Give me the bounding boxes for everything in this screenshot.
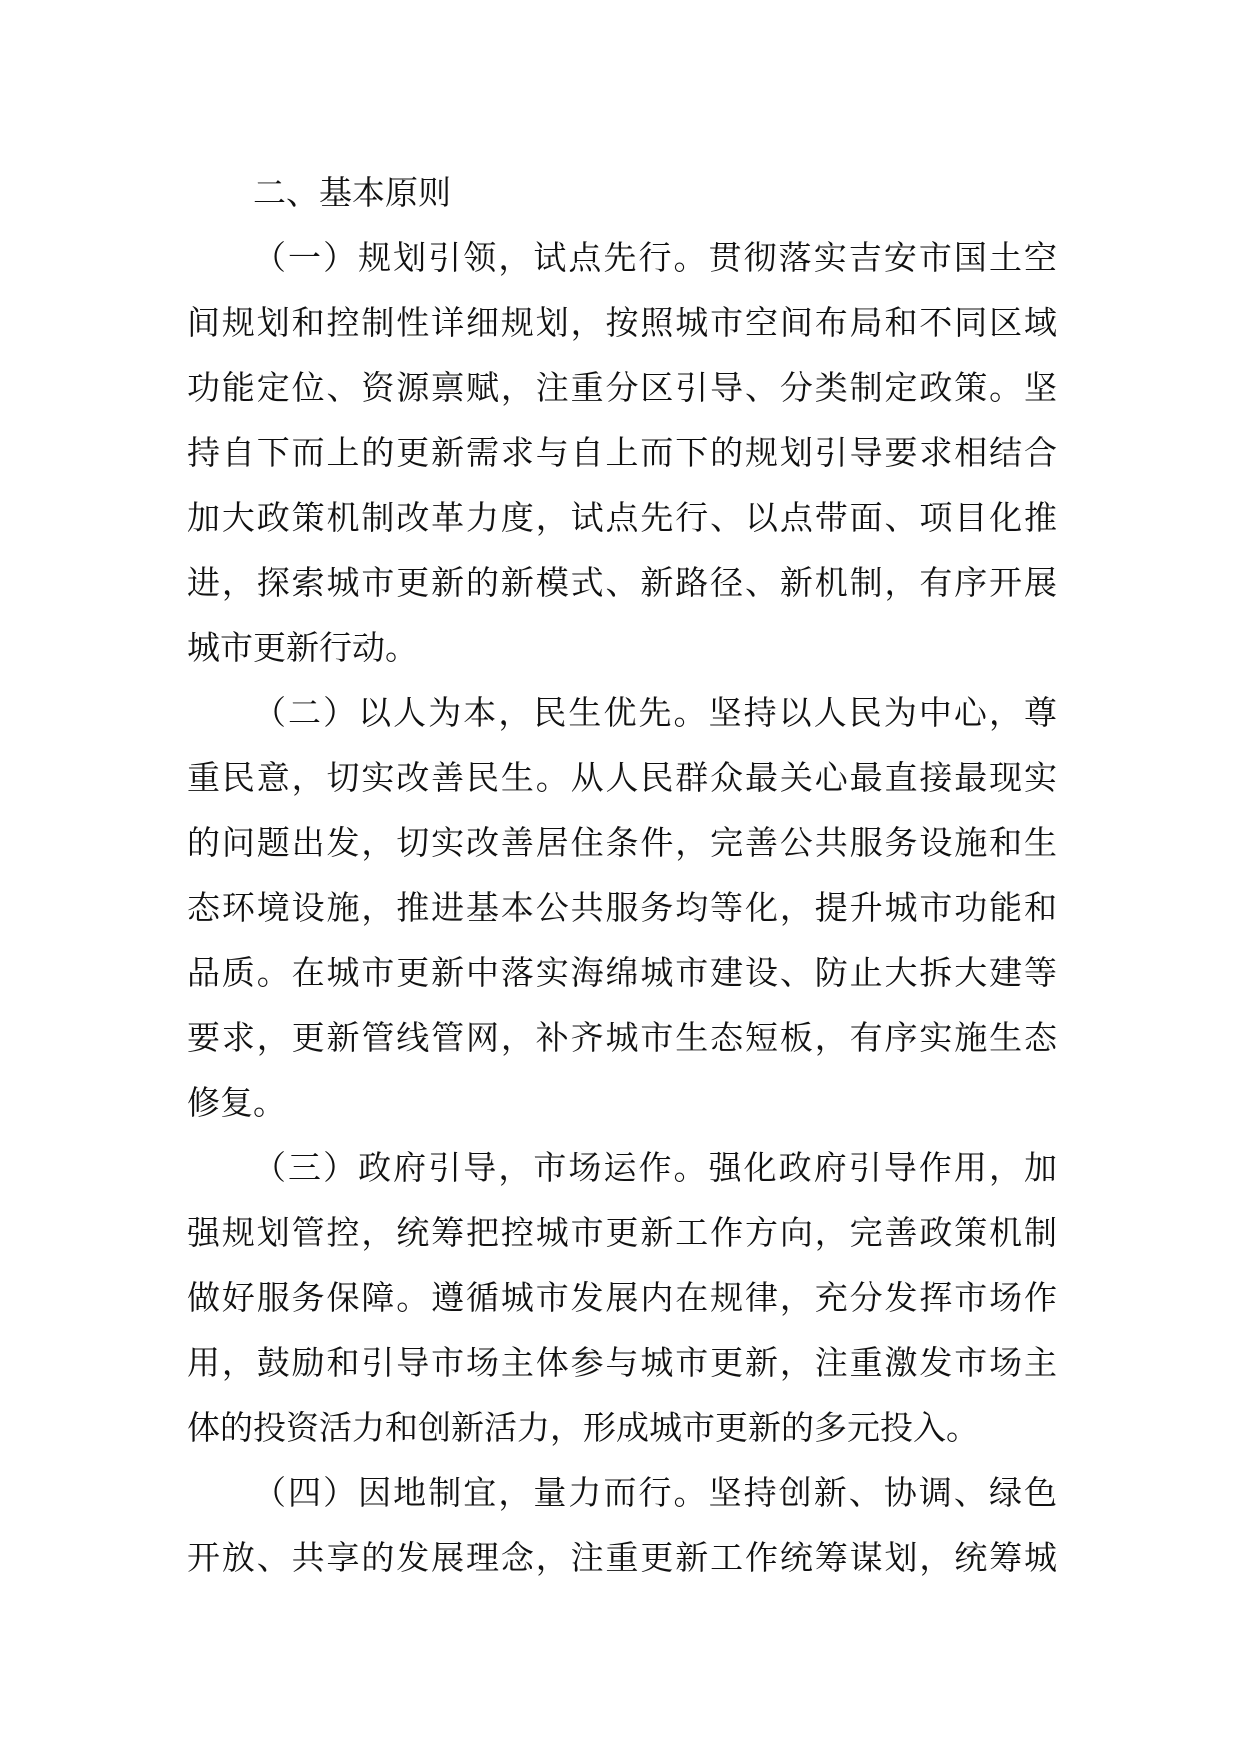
paragraph-line: 功能定位、资源禀赋，注重分区引导、分类制定政策。坚 — [187, 368, 1057, 407]
paragraph-line: 进，探索城市更新的新模式、新路径、新机制，有序开展 — [187, 563, 1057, 602]
paragraph-line: 强规划管控，统筹把控城市更新工作方向，完善政策机制 — [187, 1213, 1057, 1252]
paragraph-line: 开放、共享的发展理念，注重更新工作统筹谋划，统筹城 — [187, 1538, 1057, 1577]
document-body — [187, 160, 1057, 1590]
paragraph-line: 品质。在城市更新中落实海绵城市建设、防止大拆大建等 — [187, 953, 1057, 992]
paragraph-line: （一）规划引领，试点先行。贯彻落实吉安市国土空 — [253, 238, 1057, 277]
paragraph-line: 体的投资活力和创新活力，形成城市更新的多元投入。 — [187, 1408, 979, 1447]
section-heading: 二、基本原则 — [253, 173, 451, 212]
paragraph-line: 城市更新行动。 — [187, 628, 418, 667]
paragraph-line: 修复。 — [187, 1083, 286, 1122]
paragraph-line: 要求，更新管线管网，补齐城市生态短板，有序实施生态 — [187, 1018, 1057, 1057]
paragraph-line: 态环境设施，推进基本公共服务均等化，提升城市功能和 — [187, 888, 1057, 927]
paragraph-line: （三）政府引导，市场运作。强化政府引导作用，加 — [253, 1148, 1057, 1187]
paragraph-line: 重民意，切实改善民生。从人民群众最关心最直接最现实 — [187, 758, 1057, 797]
paragraph-line: 的问题出发，切实改善居住条件，完善公共服务设施和生 — [187, 823, 1057, 862]
paragraph-line: 持自下而上的更新需求与自上而下的规划引导要求相结合 — [187, 433, 1057, 472]
paragraph-line: 加大政策机制改革力度，试点先行、以点带面、项目化推 — [187, 498, 1057, 537]
paragraph-line: 做好服务保障。遵循城市发展内在规律，充分发挥市场作 — [187, 1278, 1057, 1317]
paragraph-line: （二）以人为本，民生优先。坚持以人民为中心，尊 — [253, 693, 1057, 732]
paragraph-line: （四）因地制宜，量力而行。坚持创新、协调、绿色 — [253, 1473, 1057, 1512]
paragraph-line: 间规划和控制性详细规划，按照城市空间布局和不同区域 — [187, 303, 1057, 342]
paragraph-line: 用，鼓励和引导市场主体参与城市更新，注重激发市场主 — [187, 1343, 1057, 1382]
